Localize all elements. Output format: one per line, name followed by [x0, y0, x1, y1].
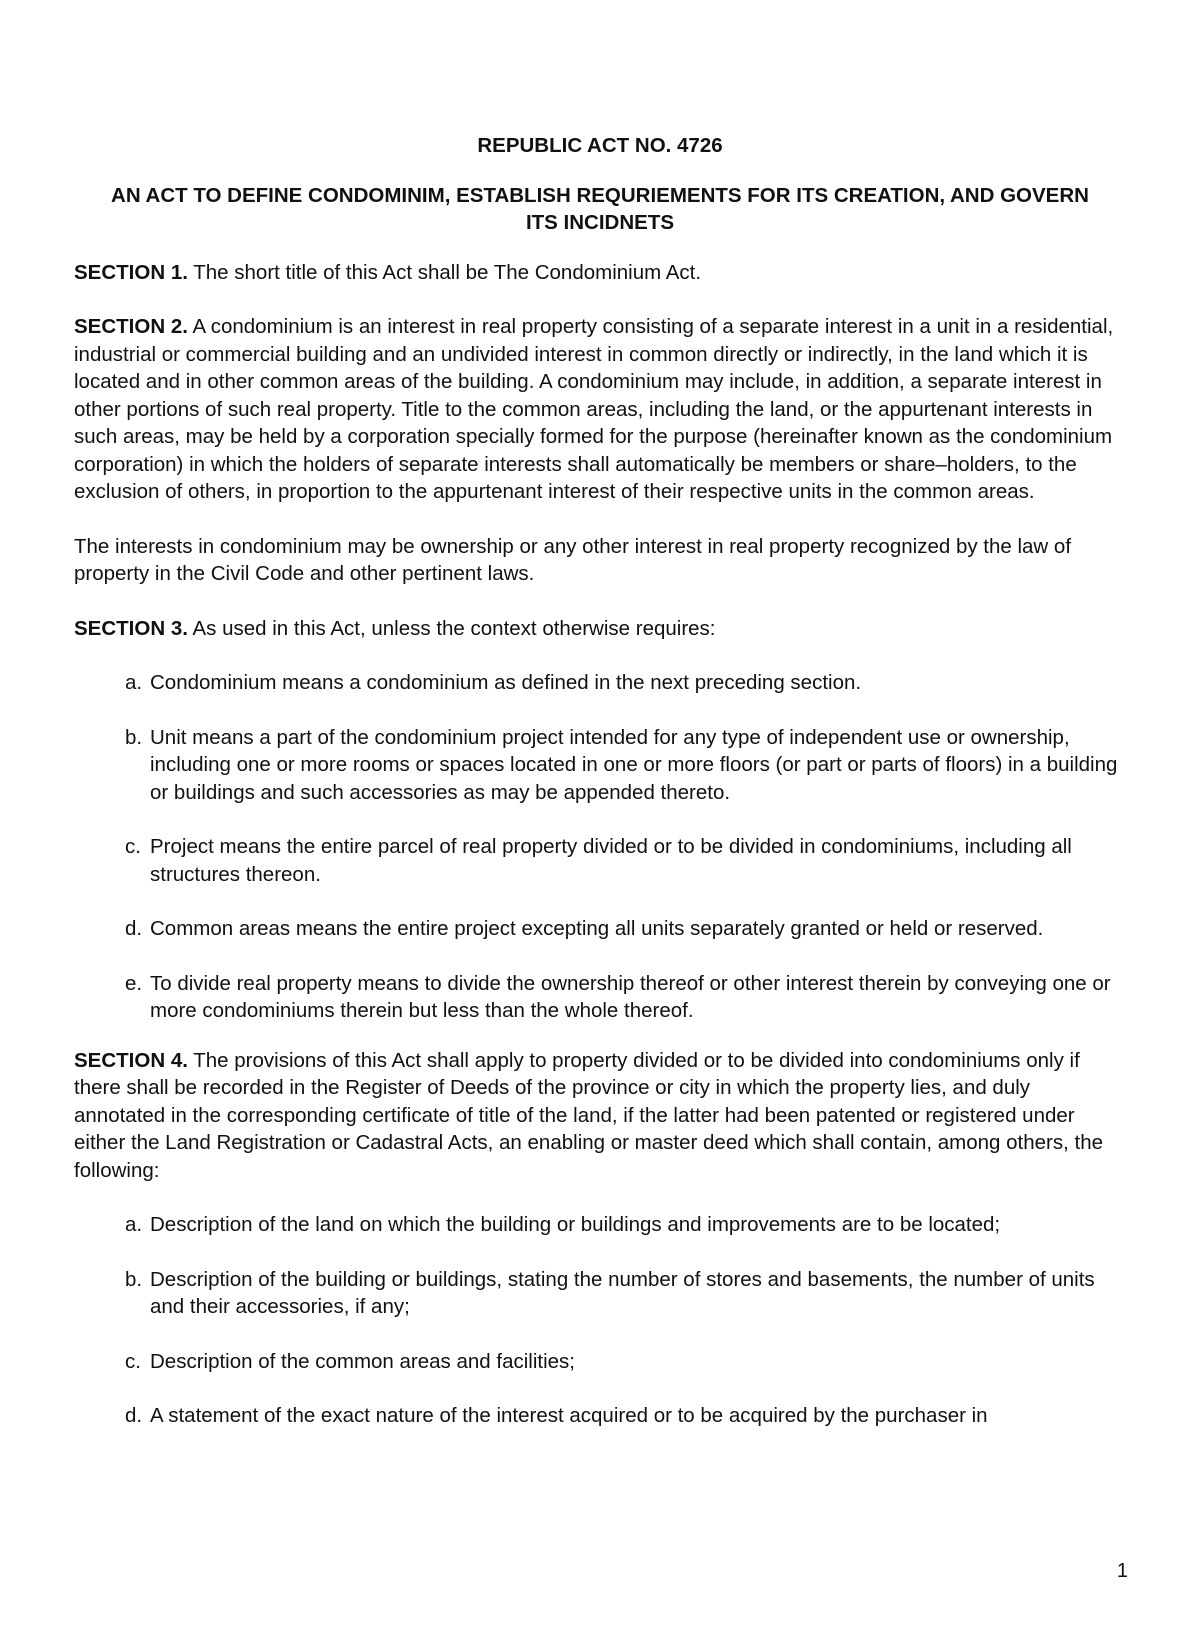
section-1-text: The short title of this Act shall be The Condominium Act. [187, 260, 702, 284]
list-item [74, 1348, 1126, 1376]
list-item-text: Description of the building or buildings, stating the number of stores and basements, the number of units and their accessories, if any; [150, 1267, 1095, 1318]
document-page [74, 132, 1126, 1430]
list-item-text: To divide real property means to divide the ownership thereof or other interest therein by conveying one or more condominiums therein but less than the whole thereof. [150, 971, 1111, 1022]
list-marker: d. [125, 917, 143, 940]
list-marker: c. [125, 1349, 141, 1373]
document-title: REPUBLIC ACT NO. 4726 [477, 134, 723, 157]
section-4-text: The provisions of this Act shall apply to property divided or to be divided into condominiums only if there shall be recorded in the Register of Deeds of the province or city in which the property lies, and duly annotated in the corresponding certificate of title of the land, if the latter had been patented or registered under either the Land Registration or Cadastral Acts, an enabling or master deed which shall contain, among others, the following: [74, 1048, 1104, 1182]
section-4-requirements-list [74, 1211, 1126, 1430]
section-3-paragraph [74, 615, 1126, 643]
interests-paragraph: The interests in condominium may be ownership or any other interest in real property recognized by the law of property in the Civil Code and other pertinent laws. [74, 534, 1072, 585]
list-item [74, 970, 1126, 1025]
section-4-label: SECTION 4. [74, 1048, 188, 1072]
section-1-label: SECTION 1. [74, 260, 188, 284]
list-item [74, 669, 1126, 697]
list-item-text: Condominium means a condominium as defined in the next preceding section. [150, 671, 862, 694]
list-item [74, 724, 1126, 807]
section-2-paragraph [74, 313, 1126, 506]
page-number: 1 [1116, 1560, 1128, 1582]
section-1-paragraph [74, 259, 1126, 287]
list-item-text: Common areas means the entire project excepting all units separately granted or held or reserved. [150, 917, 1044, 940]
list-item [74, 1211, 1126, 1239]
list-item [74, 833, 1126, 888]
section-3-text: As used in this Act, unless the context otherwise requires: [187, 616, 716, 640]
list-item-text: A statement of the exact nature of the interest acquired or to be acquired by the purchaser in [150, 1404, 988, 1427]
section-3-definitions-list [74, 669, 1126, 1025]
list-item [74, 1402, 1126, 1430]
section-2-text: A condominium is an interest in real property consisting of a separate interest in a unit in a residential, industrial or commercial building and an undivided interest in common directly or indirectly, in the land which it is located and in other common areas of the building. A condominium may include, in addition, a separate interest in other portions of such real property. Title to the common areas, including the land, or the appurtenant interests in such areas, may be held by a corporation specially formed for the purpose (hereinafter known as the condominium corporation) in which the holders of separate interests shall automatically be members or share–holders, to the exclusion of others, in proportion to the appurtenant interest of their respective units in the common areas. [74, 315, 1114, 503]
section-2-label: SECTION 2. [74, 315, 188, 338]
list-marker: b. [125, 1267, 143, 1291]
list-marker: a. [125, 671, 143, 694]
document-subtitle: AN ACT TO DEFINE CONDOMINIM, ESTABLISH REQURIEMENTS FOR ITS CREATION, AND GOVERN ITS INCIDNETS [111, 183, 1089, 234]
list-item-text: Project means the entire parcel of real property divided or to be divided in condominiums, including all structures thereon. [150, 835, 1072, 886]
section-4-paragraph [74, 1047, 1126, 1185]
list-item-text: Unit means a part of the condominium project intended for any type of independent use or ownership, including one or more rooms or spaces located in one or more floors (or part or parts of floors) in a building or buildings and such accessories as may be appended thereto. [150, 725, 1118, 804]
list-item [74, 1266, 1126, 1321]
list-item [74, 915, 1126, 943]
section-3-label: SECTION 3. [74, 616, 188, 640]
list-marker: a. [125, 1213, 143, 1236]
list-item-text: Description of the common areas and facilities; [150, 1349, 576, 1373]
list-marker: b. [125, 725, 143, 749]
list-marker: c. [125, 835, 141, 858]
list-marker: d. [125, 1404, 143, 1427]
list-marker: e. [125, 971, 143, 995]
list-item-text: Description of the land on which the building or buildings and improvements are to be located; [150, 1213, 1001, 1236]
